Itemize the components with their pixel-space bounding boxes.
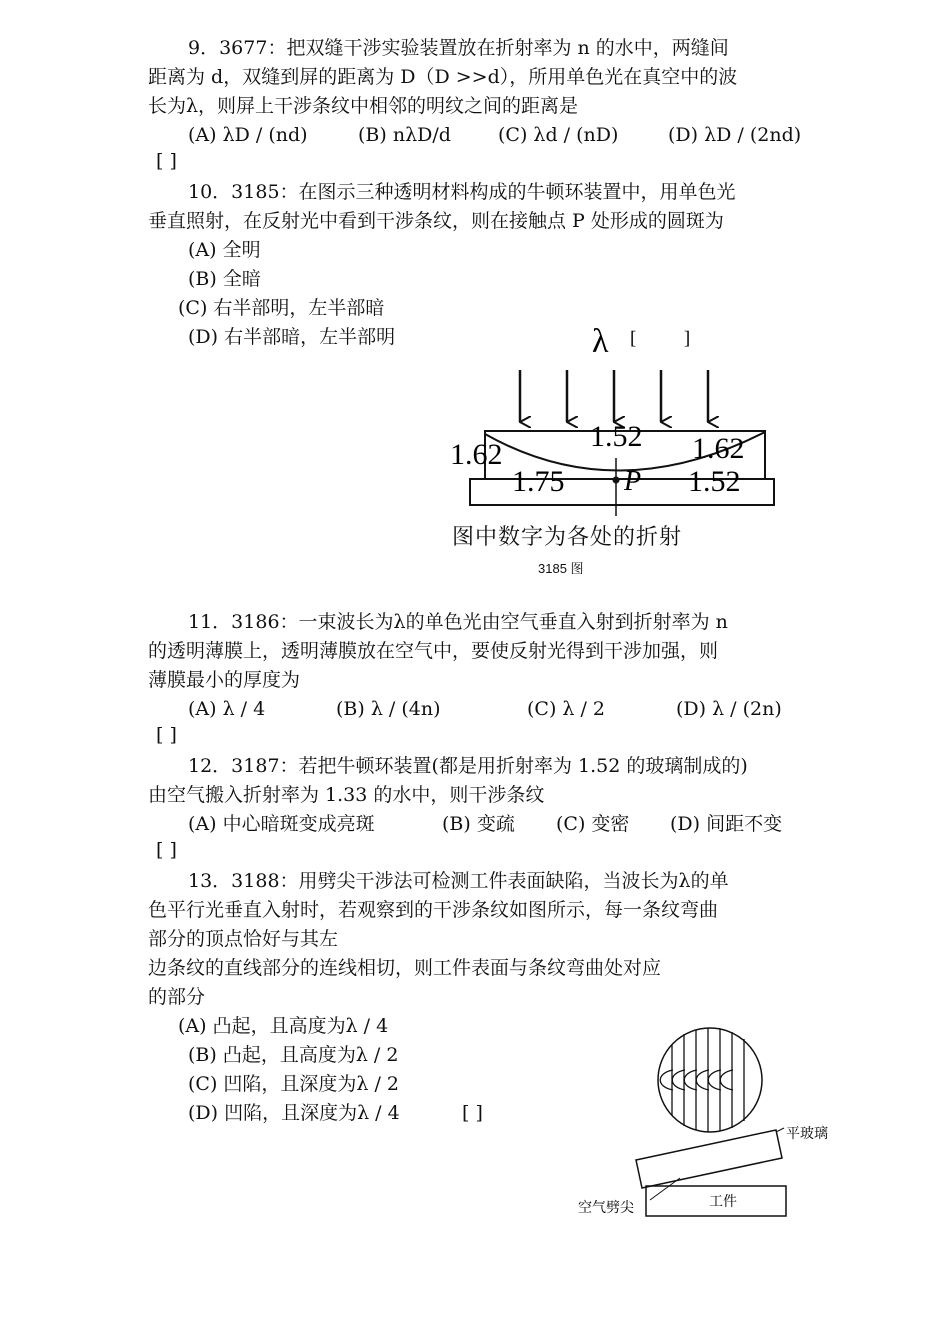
q10-answer-bracket: [ ] — [630, 328, 691, 349]
fringe-bend — [684, 1070, 697, 1090]
q10-option-d: (D) 右半部暗，左半部明 — [188, 326, 396, 348]
index-right-lens: 1.62 — [692, 432, 745, 465]
q11-option-d: (D) λ / (2n) — [676, 698, 782, 720]
glass-label-leader — [776, 1128, 784, 1132]
q13-option-a: (A) 凸起，且高度为λ / 4 — [178, 1015, 389, 1037]
q9-line-2: 距离为 d，双缝到屏的距离为 D（D >>d），所用单色光在真空中的波 — [148, 66, 738, 88]
q11-option-c: (C) λ / 2 — [527, 698, 606, 720]
q11-line-1: 11．3186：一束波长为λ的单色光由空气垂直入射到折射率为 n — [188, 611, 728, 633]
q9-line-3: 长为λ，则屏上干涉条纹中相邻的明纹之间的距离是 — [148, 95, 579, 117]
q10-option-a: (A) 全明 — [188, 239, 261, 261]
q12-option-a: (A) 中心暗斑变成亮斑 — [188, 813, 375, 835]
flat-glass-plate — [636, 1130, 782, 1188]
index-right-base: 1.52 — [688, 465, 741, 498]
q11-line-3: 薄膜最小的厚度为 — [148, 669, 301, 691]
q13-option-c: (C) 凹陷，且深度为λ / 2 — [188, 1073, 400, 1095]
q12-answer-bracket: [ ] — [156, 839, 177, 861]
q13-line-1: 13．3188：用劈尖干涉法可检测工件表面缺陷，当波长为λ的单 — [188, 870, 729, 892]
q13-option-d: (D) 凹陷，且深度为λ / 4 — [188, 1102, 400, 1124]
index-top: 1.52 — [590, 420, 643, 453]
fringe-view-circle — [658, 1028, 762, 1132]
q12-option-d: (D) 间距不变 — [670, 813, 783, 835]
newton-ring-figure — [440, 318, 790, 518]
q13-line-3: 部分的顶点恰好与其左 — [148, 928, 339, 950]
q11-line-2: 的透明薄膜上，透明薄膜放在空气中，要使反射光得到干涉加强，则 — [148, 640, 719, 662]
flat-glass-label: 平玻璃 — [786, 1127, 828, 1142]
lambda-symbol: λ — [592, 323, 609, 360]
q10-option-c: (C) 右半部明，左半部暗 — [178, 297, 385, 319]
q13-answer-bracket: [ ] — [462, 1102, 483, 1124]
q13-line-2: 色平行光垂直入射时，若观察到的干涉条纹如图所示，每一条纹弯曲 — [148, 899, 719, 921]
air-wedge-figure — [570, 1020, 850, 1230]
q12-line-2: 由空气搬入折射率为 1.33 的水中，则干涉条纹 — [148, 784, 545, 806]
q9-option-d: (D) λD / (2nd) — [668, 124, 802, 146]
q11-option-a: (A) λ / 4 — [188, 698, 266, 720]
q9-option-a: (A) λD / (nd) — [188, 124, 308, 146]
q9-line-1: 9．3677：把双缝干涉实验装置放在折射率为 n 的水中，两缝间 — [188, 37, 729, 59]
q9-option-c: (C) λd / (nD) — [498, 124, 619, 146]
figure-caption: 图中数字为各处的折射 — [452, 525, 683, 550]
index-left-base: 1.75 — [512, 465, 565, 498]
q9-option-b: (B) nλD/d — [358, 124, 451, 146]
contact-point-p — [613, 477, 620, 484]
q12-option-b: (B) 变疏 — [442, 813, 515, 835]
q11-option-b: (B) λ / (4n) — [336, 698, 441, 720]
q13-line-4: 边条纹的直线部分的连线相切，则工件表面与条纹弯曲处对应 — [148, 957, 662, 979]
fringe-bend — [696, 1070, 709, 1090]
q10-line-1: 10．3185：在图示三种透明材料构成的牛顿环装置中，用单色光 — [188, 181, 736, 203]
figure-label: 3185 图 — [538, 561, 584, 576]
fringe-bend — [672, 1070, 685, 1090]
q9-answer-bracket: [ ] — [156, 150, 177, 172]
fringe-bend — [708, 1070, 721, 1090]
q11-answer-bracket: [ ] — [156, 724, 177, 746]
fringe-bend — [660, 1070, 673, 1090]
air-wedge-label: 空气劈尖 — [578, 1201, 634, 1216]
fringe-bend — [720, 1070, 733, 1090]
q12-option-c: (C) 变密 — [556, 813, 630, 835]
wedge-label-leader — [650, 1178, 680, 1200]
q13-line-5: 的部分 — [148, 986, 206, 1008]
q12-line-1: 12．3187：若把牛顿环装置(都是用折射率为 1.52 的玻璃制成的) — [188, 755, 748, 777]
point-p-label: P — [624, 466, 642, 497]
q10-line-2: 垂直照射，在反射光中看到干涉条纹，则在接触点 P 处形成的圆斑为 — [148, 210, 724, 232]
q10-option-b: (B) 全暗 — [188, 268, 261, 290]
fringe-view — [658, 1028, 762, 1132]
workpiece-label: 工件 — [709, 1195, 737, 1210]
q13-option-b: (B) 凸起，且高度为λ / 2 — [188, 1044, 399, 1066]
index-left-lens: 1.62 — [450, 438, 503, 471]
